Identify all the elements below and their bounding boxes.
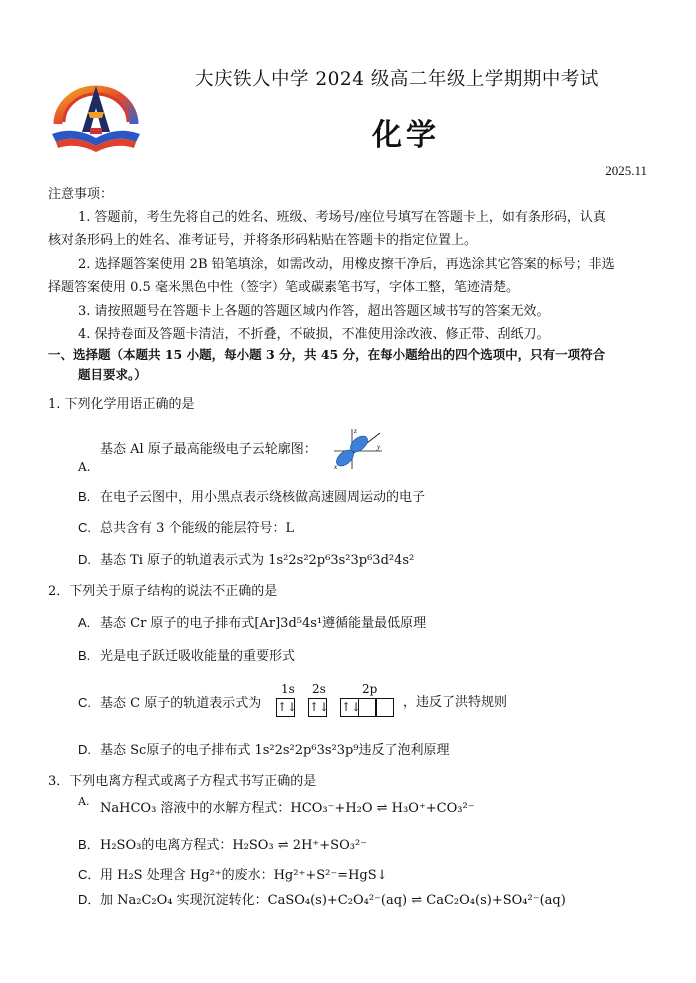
orbital-box	[375, 698, 394, 717]
notice-line: 2. 选择题答案使用 2B 铅笔填涂，如需改动，用橡皮擦干净后，再选涂其它答案的标号；非选	[78, 257, 615, 272]
option-label: C.	[78, 520, 91, 535]
notice-line: 3. 请按照题号在答题卡上各题的答题区域内作答，超出答题区域书写的答案无效。	[78, 304, 550, 319]
option-label: A.	[78, 615, 91, 630]
option-label: D．	[78, 892, 101, 907]
axis-x-label: x	[334, 463, 338, 471]
option-text: 用 H₂S 处理含 Hg²⁺的废水：Hg²⁺+S²⁻=HgS↓	[100, 868, 388, 883]
option-text: 光是电子跃迁吸收能量的重要形式	[100, 649, 296, 664]
orbital-box: ↑↓	[308, 698, 327, 717]
option-text: 加 Na₂C₂O₄ 实现沉淀转化：CaSO₄(s)+C₂O₄²⁻(aq) ⇌ CaC₂O₄(s)+SO₄²⁻(aq)	[100, 893, 566, 908]
option-label: B．	[78, 837, 100, 852]
orbital-box-1s	[276, 697, 298, 717]
q3-option-c	[78, 865, 388, 886]
q2-option-c-tail: ，违反了洪特规则	[403, 695, 508, 710]
section-header-cont: 题目要求。）	[78, 367, 147, 382]
orbital-label-2s: 2s	[312, 682, 326, 696]
orbital-label-1s: 1s	[281, 682, 295, 696]
q3-option-a-label: A.	[78, 795, 90, 808]
orbital-label-2p: 2p	[362, 682, 378, 696]
question-3-stem: 3．下列电离方程式或离子方程式书写正确的是	[48, 774, 317, 789]
option-label: D.	[78, 552, 91, 567]
orbital-box: ↑↓	[340, 698, 359, 717]
question-2-stem: 2．下列关于原子结构的说法不正确的是	[48, 584, 278, 599]
p-orbital-icon	[330, 425, 386, 471]
q1-option-c	[78, 518, 294, 539]
option-label: D.	[78, 742, 91, 757]
option-text: 在电子云图中，用小黑点表示绕核做高速圆周运动的电子	[100, 490, 426, 505]
q2-option-d	[78, 740, 450, 761]
q1-option-a-label: A.	[78, 460, 91, 474]
option-text: H₂SO₃的电离方程式：H₂SO₃ ⇌ 2H⁺+SO₃²⁻	[100, 838, 368, 853]
q2-option-a	[78, 613, 426, 634]
school-logo	[50, 72, 142, 152]
axis-y-label: y	[377, 443, 381, 451]
orbital-box-2p	[340, 697, 393, 717]
q3-option-a-text: NaHCO₃ 溶液中的水解方程式：HCO₃⁻+H₂O ⇌ H₃O⁺+CO₃²⁻	[100, 801, 475, 816]
notice-line: 择题答案使用 0.5 毫米黑色中性（签字）笔或碳素笔书写，字体工整，笔迹清楚。	[48, 280, 519, 295]
q1-option-b	[78, 487, 425, 508]
option-label: C.	[78, 695, 91, 710]
orbital-box-2s	[308, 697, 330, 717]
notice-line: 核对条形码上的姓名、准考证号，并将条形码粘贴在答题卡的指定位置上。	[48, 233, 478, 248]
q3-option-d	[78, 890, 566, 911]
option-text: 基态 Sc原子的电子排布式 1s²2s²2p⁶3s²3p⁹违反了泡利原理	[100, 743, 450, 758]
notice-line: 4. 保持卷面及答题卡清洁，不折叠，不破损，不准使用涂改液、修正带、刮纸刀。	[78, 327, 550, 342]
question-1-stem: 1. 下列化学用语正确的是	[48, 397, 195, 412]
q2-option-c	[78, 693, 261, 714]
exam-title: 大庆铁人中学 2024 级高二年级上学期期中考试	[195, 69, 599, 90]
q3-option-b	[78, 835, 367, 856]
option-text: 基态 Ti 原子的轨道表示式为 1s²2s²2p⁶3s²3p⁶3d²4s²	[100, 553, 415, 568]
orbital-box	[358, 698, 377, 717]
option-text: 基态 C 原子的轨道表示式为	[100, 696, 262, 711]
q2-option-b	[78, 646, 295, 667]
section-header: 一、选择题（本题共 15 小题，每小题 3 分，共 45 分，在每小题给出的四个选项中，只有一项符合	[48, 347, 606, 362]
subject-title: 化学	[372, 118, 440, 153]
q1-option-a-text: 基态 Al 原子最高能级电子云轮廓图：	[100, 442, 317, 457]
option-text: 基态 Cr 原子的电子排布式[Ar]3d⁵4s¹遵循能量最低原理	[100, 616, 427, 631]
notice-line: 1. 答题前，考生先将自己的姓名、班级、考场号/座位号填写在答题卡上，如有条形码，认真	[78, 210, 606, 225]
option-label: B.	[78, 489, 91, 504]
option-label: B.	[78, 648, 91, 663]
notice-heading: 注意事项：	[48, 187, 114, 202]
option-label: C．	[78, 867, 101, 882]
option-text: 总共含有 3 个能级的能层符号：L	[100, 521, 295, 536]
orbital-box: ↑↓	[276, 698, 295, 717]
axis-z-label: z	[354, 427, 357, 435]
q1-option-d	[78, 550, 414, 571]
exam-date: 2025.11	[605, 163, 647, 178]
